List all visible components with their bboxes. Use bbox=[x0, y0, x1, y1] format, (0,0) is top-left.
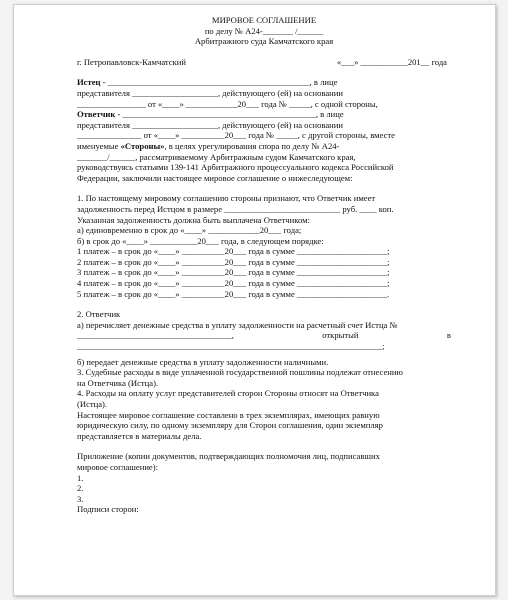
plaintiff-line: - _______________________________________________, в лице bbox=[100, 77, 338, 88]
cash-option: б) передает денежные средства в уплату задолженности наличными. bbox=[77, 356, 329, 367]
annex-title-cont: мировое соглашение): bbox=[77, 461, 158, 472]
annex-item: 2. bbox=[77, 483, 84, 494]
case-ref-line: _______/______, рассматриваемому Арбитражным судом Камчатского края, bbox=[77, 151, 356, 162]
city-label: г. Петропавловск-Камчатский bbox=[77, 56, 186, 67]
section-1-text: 1. По настоящему мировому соглашению стороны признают, что Ответчик имеет bbox=[77, 193, 376, 204]
section-4-text: 4. Расходы на оплату услуг представителей сторон Стороны относят на Ответчика bbox=[77, 388, 379, 399]
payment-row: 5 платеж – в срок до «____» __________20___ года в сумме _____________________. bbox=[77, 288, 390, 299]
lump-sum-option: а) единовременно в срок до «____» ____________20___ года; bbox=[77, 225, 302, 236]
annex-item: 1. bbox=[77, 472, 84, 483]
copies-text: Настоящее мировое соглашение составлено в трех экземплярах, имеющих равную bbox=[77, 409, 380, 420]
section-3 bbox=[77, 367, 451, 388]
account-line bbox=[77, 330, 451, 341]
section-1 bbox=[77, 193, 451, 299]
account-number-blank: ____________________________________, bbox=[77, 330, 234, 341]
payment-row: 2 платеж – в срок до «____» __________20___ года в сумме _____________________; bbox=[77, 256, 390, 267]
section-3-text: 3. Судебные расходы в виде уплаченной государственной пошлины подлежат отнесению bbox=[77, 367, 403, 378]
annex-title: Приложение (копии документов, подтверждающих полномочия лиц, подписавших bbox=[77, 451, 380, 462]
section-4-text-cont: (Истца). bbox=[77, 399, 108, 409]
parties-intro-text: именуемые bbox=[77, 140, 121, 151]
parties-paragraph bbox=[77, 77, 451, 183]
annex-item: 3. bbox=[77, 493, 84, 504]
debt-amount-line: задолженность перед Истцом в размере ___________________________ руб. ____ коп. bbox=[77, 203, 394, 214]
defendant-rep-line: представителя ____________________, действующего (ей) на основании bbox=[77, 119, 343, 130]
bank-name-blank: _______________________________________________________________________; bbox=[77, 341, 385, 352]
defendant-line: - _____________________________________________, в лице bbox=[115, 109, 344, 120]
bank-transfer-option: а) перечисляет денежные средства в уплату задолженности на расчетный счет Истца № bbox=[77, 319, 398, 330]
case-number-line: по делу № А24-_______ /______ bbox=[204, 25, 324, 36]
payment-row: 3 платеж – в срок до «____» __________20___ года в сумме _____________________; bbox=[77, 267, 390, 278]
place-date-line bbox=[77, 57, 451, 68]
plaintiff-label: Истец bbox=[77, 77, 101, 88]
dispute-text: , в целях урегулирования спора по делу № А24- bbox=[164, 140, 340, 151]
payment-terms-intro: Указанная задолженность должна быть выплачена Ответчиком: bbox=[77, 214, 310, 225]
copies-paragraph bbox=[77, 410, 451, 442]
copies-text-cont: юридическую силу, по одному экземпляру для Сторон соглашения, один экземпляр bbox=[77, 420, 383, 431]
section-2 bbox=[77, 309, 451, 367]
section-4 bbox=[77, 388, 451, 409]
document-title: МИРОВОЕ СОГЛАШЕНИЕ bbox=[211, 15, 317, 25]
section-2-heading: 2. Ответчик bbox=[77, 309, 121, 320]
installment-option: б) в срок до «____» ___________20___ года, в следующем порядке: bbox=[77, 235, 324, 246]
date-field: «___» ___________201__ года bbox=[336, 56, 447, 67]
copies-text-end: представляется в материалы дела. bbox=[77, 430, 202, 441]
payment-row: 4 платеж – в срок до «____» __________20___ года в сумме _____________________; bbox=[77, 278, 390, 289]
in-label: в bbox=[446, 330, 451, 341]
signatures-label: Подписи сторон: bbox=[77, 504, 139, 515]
plaintiff-rep-line: представителя ____________________, действующего (ей) на основании bbox=[77, 87, 343, 98]
payment-row: 1 платеж – в срок до «____» __________20___ года в сумме _____________________; bbox=[77, 246, 390, 257]
parties-term: «Стороны» bbox=[120, 140, 165, 151]
defendant-basis-line: _______________ от «____» __________20___ года № _____, с другой стороны, вместе bbox=[77, 130, 395, 141]
court-name-line: Арбитражного суда Камчатского края bbox=[194, 36, 334, 47]
annex-block bbox=[77, 451, 451, 515]
opened-label: открытый bbox=[322, 330, 359, 341]
plaintiff-basis-line: ________________ от «____» ____________20___ года № _____, с одной стороны, bbox=[77, 98, 378, 109]
document-page bbox=[13, 4, 496, 596]
law-ref-line: руководствуясь статьями 139-141 Арбитражного процессуального кодекса Российской bbox=[77, 162, 394, 173]
section-3-text-cont: на Ответчика (Истца). bbox=[77, 377, 159, 388]
defendant-label: Ответчик bbox=[77, 109, 116, 120]
document-body bbox=[77, 15, 451, 515]
agreement-intro-line: Федерации, заключили настоящее мировое соглашение о нижеследующем: bbox=[77, 172, 353, 183]
